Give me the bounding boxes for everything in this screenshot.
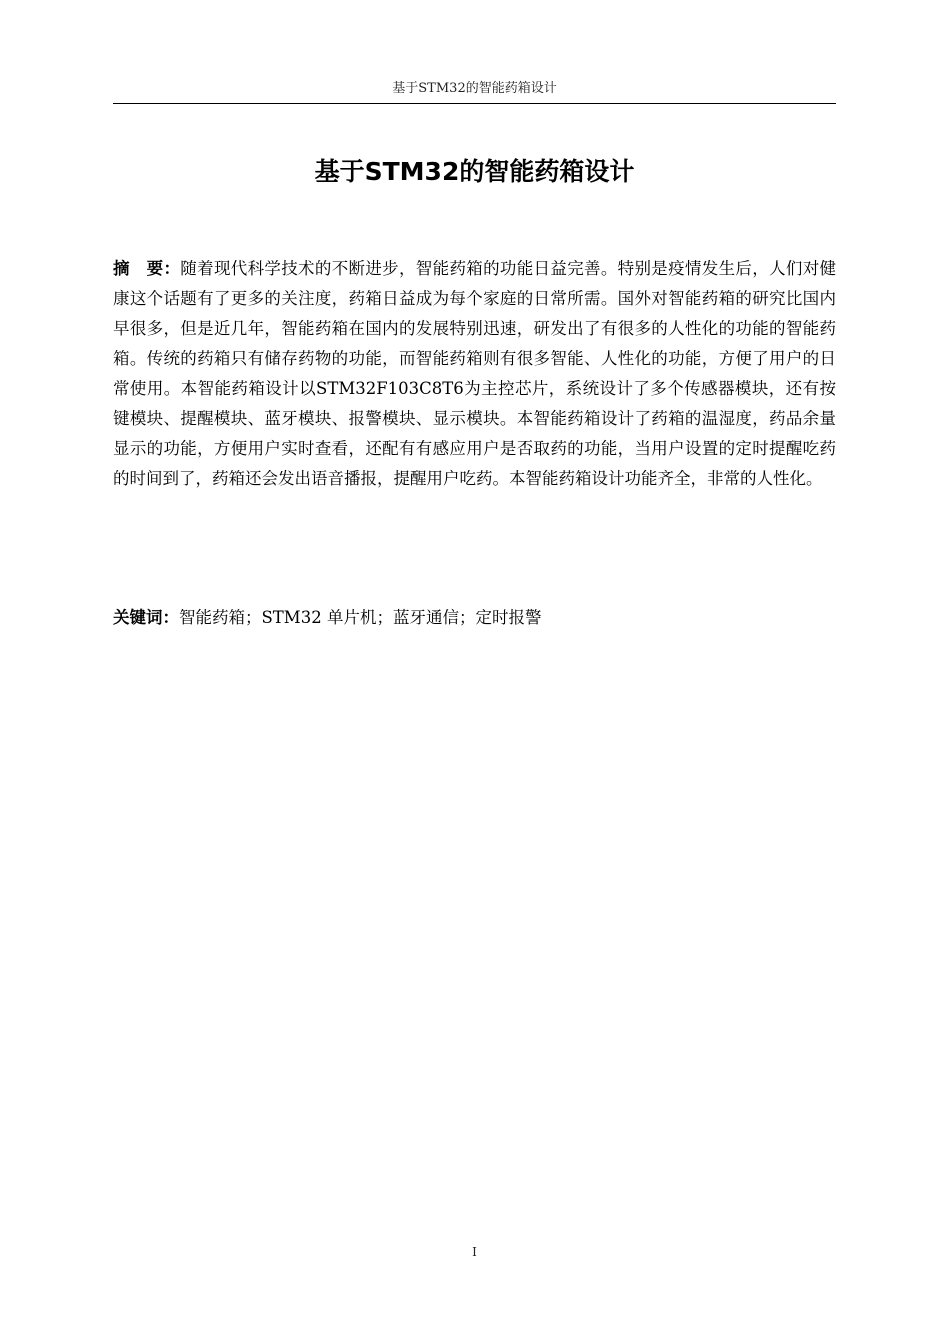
header-rule	[113, 103, 836, 104]
keywords-label: 关键词：	[113, 608, 179, 627]
keywords-paragraph	[113, 603, 836, 633]
keywords-text: 智能药箱；STM32 单片机；蓝牙通信；定时报警	[179, 608, 542, 627]
page-number: I	[472, 1245, 477, 1259]
document-title: 基于STM32的智能药箱设计	[314, 157, 635, 186]
abstract-text: 随着现代科学技术的不断进步，智能药箱的功能日益完善。特别是疫情发生后，人们对健康这个话题有了更多的关注度，药箱日益成为每个家庭的日常所需。国外对智能药箱的研究比国内早很多，但是近几年，智能药箱在国内的发展特别迅速，研发出了有很多的人性化的功能的智能药箱。传统的药箱只有储存药物的功能，而智能药箱则有很多智能、人性化的功能，方便了用户的日常使用。本智能药箱设计以STM32F103C8T6为主控芯片，系统设计了多个传感器模块，还有按键模块、提醒模块、蓝牙模块、报警模块、显示模块。本智能药箱设计了药箱的温湿度，药品余量显示的功能，方便用户实时查看，还配有有感应用户是否取药的功能，当用户设置的定时提醒吃药的时间到了，药箱还会发出语音播报，提醒用户吃药。本智能药箱设计功能齐全，非常的人性化。	[113, 259, 837, 488]
abstract-paragraph	[113, 254, 836, 494]
running-header: 基于STM32的智能药箱设计	[392, 81, 557, 96]
abstract-label: 摘 要：	[113, 259, 181, 278]
